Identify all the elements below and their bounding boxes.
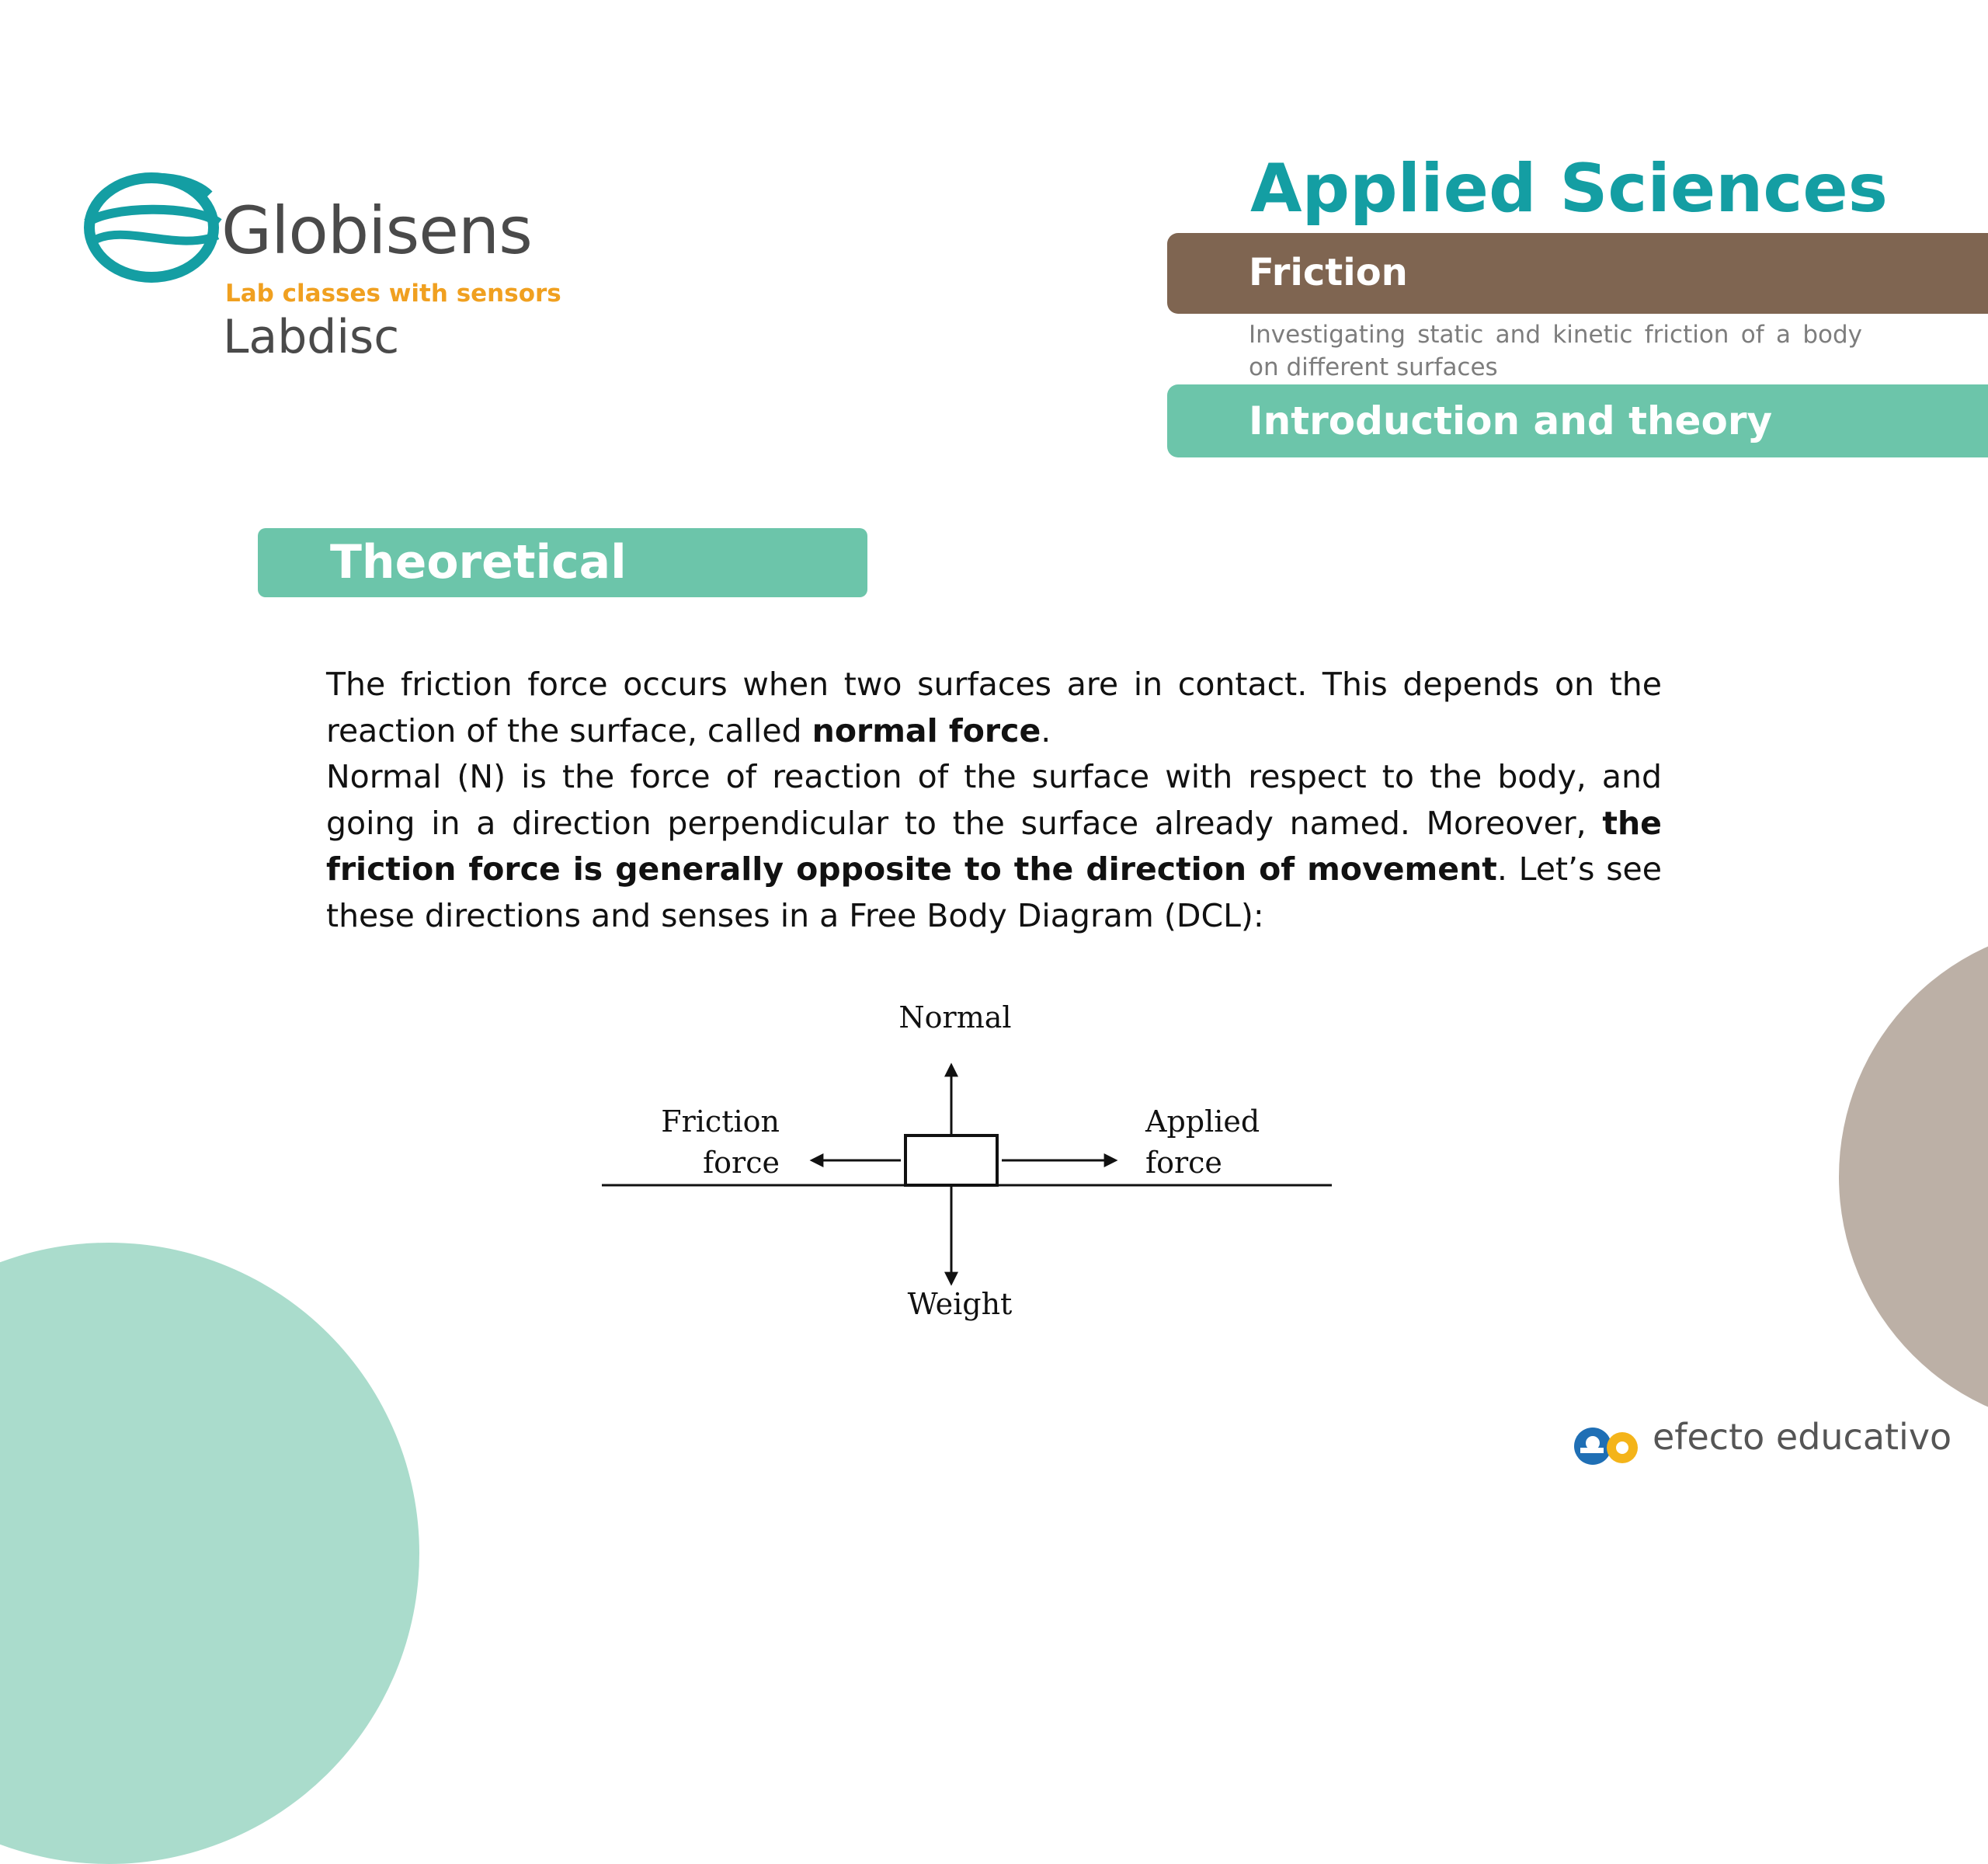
section-label: Introduction and theory — [1249, 398, 1773, 443]
normal-label: Normal — [898, 1000, 1012, 1035]
friction-label-line2: force — [703, 1146, 780, 1180]
efecto-educativo-icon — [1573, 1420, 1642, 1470]
paragraph-2: Normal (N) is the force of reaction of the surface with respect to the body, and going in a direction perpendicular to the surface already named. Moreover, the friction force is generally opposite to the direction of movement. Let’s see these directions and senses in a Free Body Diagram (DCL): — [326, 758, 1663, 934]
decor-circle-green — [0, 1243, 419, 1864]
logo-tagline: Lab classes with sensors — [225, 280, 561, 308]
logo-product: Labdisc — [223, 310, 400, 364]
footer-brand: efecto educativo — [1653, 1416, 1952, 1458]
applied-label-line2: force — [1145, 1146, 1222, 1180]
logo-name: Globisens — [221, 193, 532, 269]
friction-label-line1: Friction — [661, 1104, 780, 1139]
weight-label: Weight — [907, 1287, 1013, 1321]
topic-subtitle: Investigating static and kinetic friction of a body on different surfaces — [1249, 321, 1862, 381]
body-text — [326, 662, 1662, 939]
applied-label-line1: Applied — [1145, 1104, 1260, 1139]
app-title: Applied Sciences — [1250, 150, 1888, 228]
globisens-logo-icon — [78, 159, 225, 291]
theoretical-heading: Theoretical — [330, 535, 627, 589]
free-body-diagram — [590, 994, 1336, 1336]
body-block — [905, 1135, 997, 1185]
decor-circle-taupe — [1839, 924, 1988, 1429]
paragraph-1: The friction force occurs when two surfaces are in contact. This depends on the reaction of the surface, called normal force. — [326, 666, 1662, 749]
topic-label: Friction — [1249, 251, 1408, 294]
